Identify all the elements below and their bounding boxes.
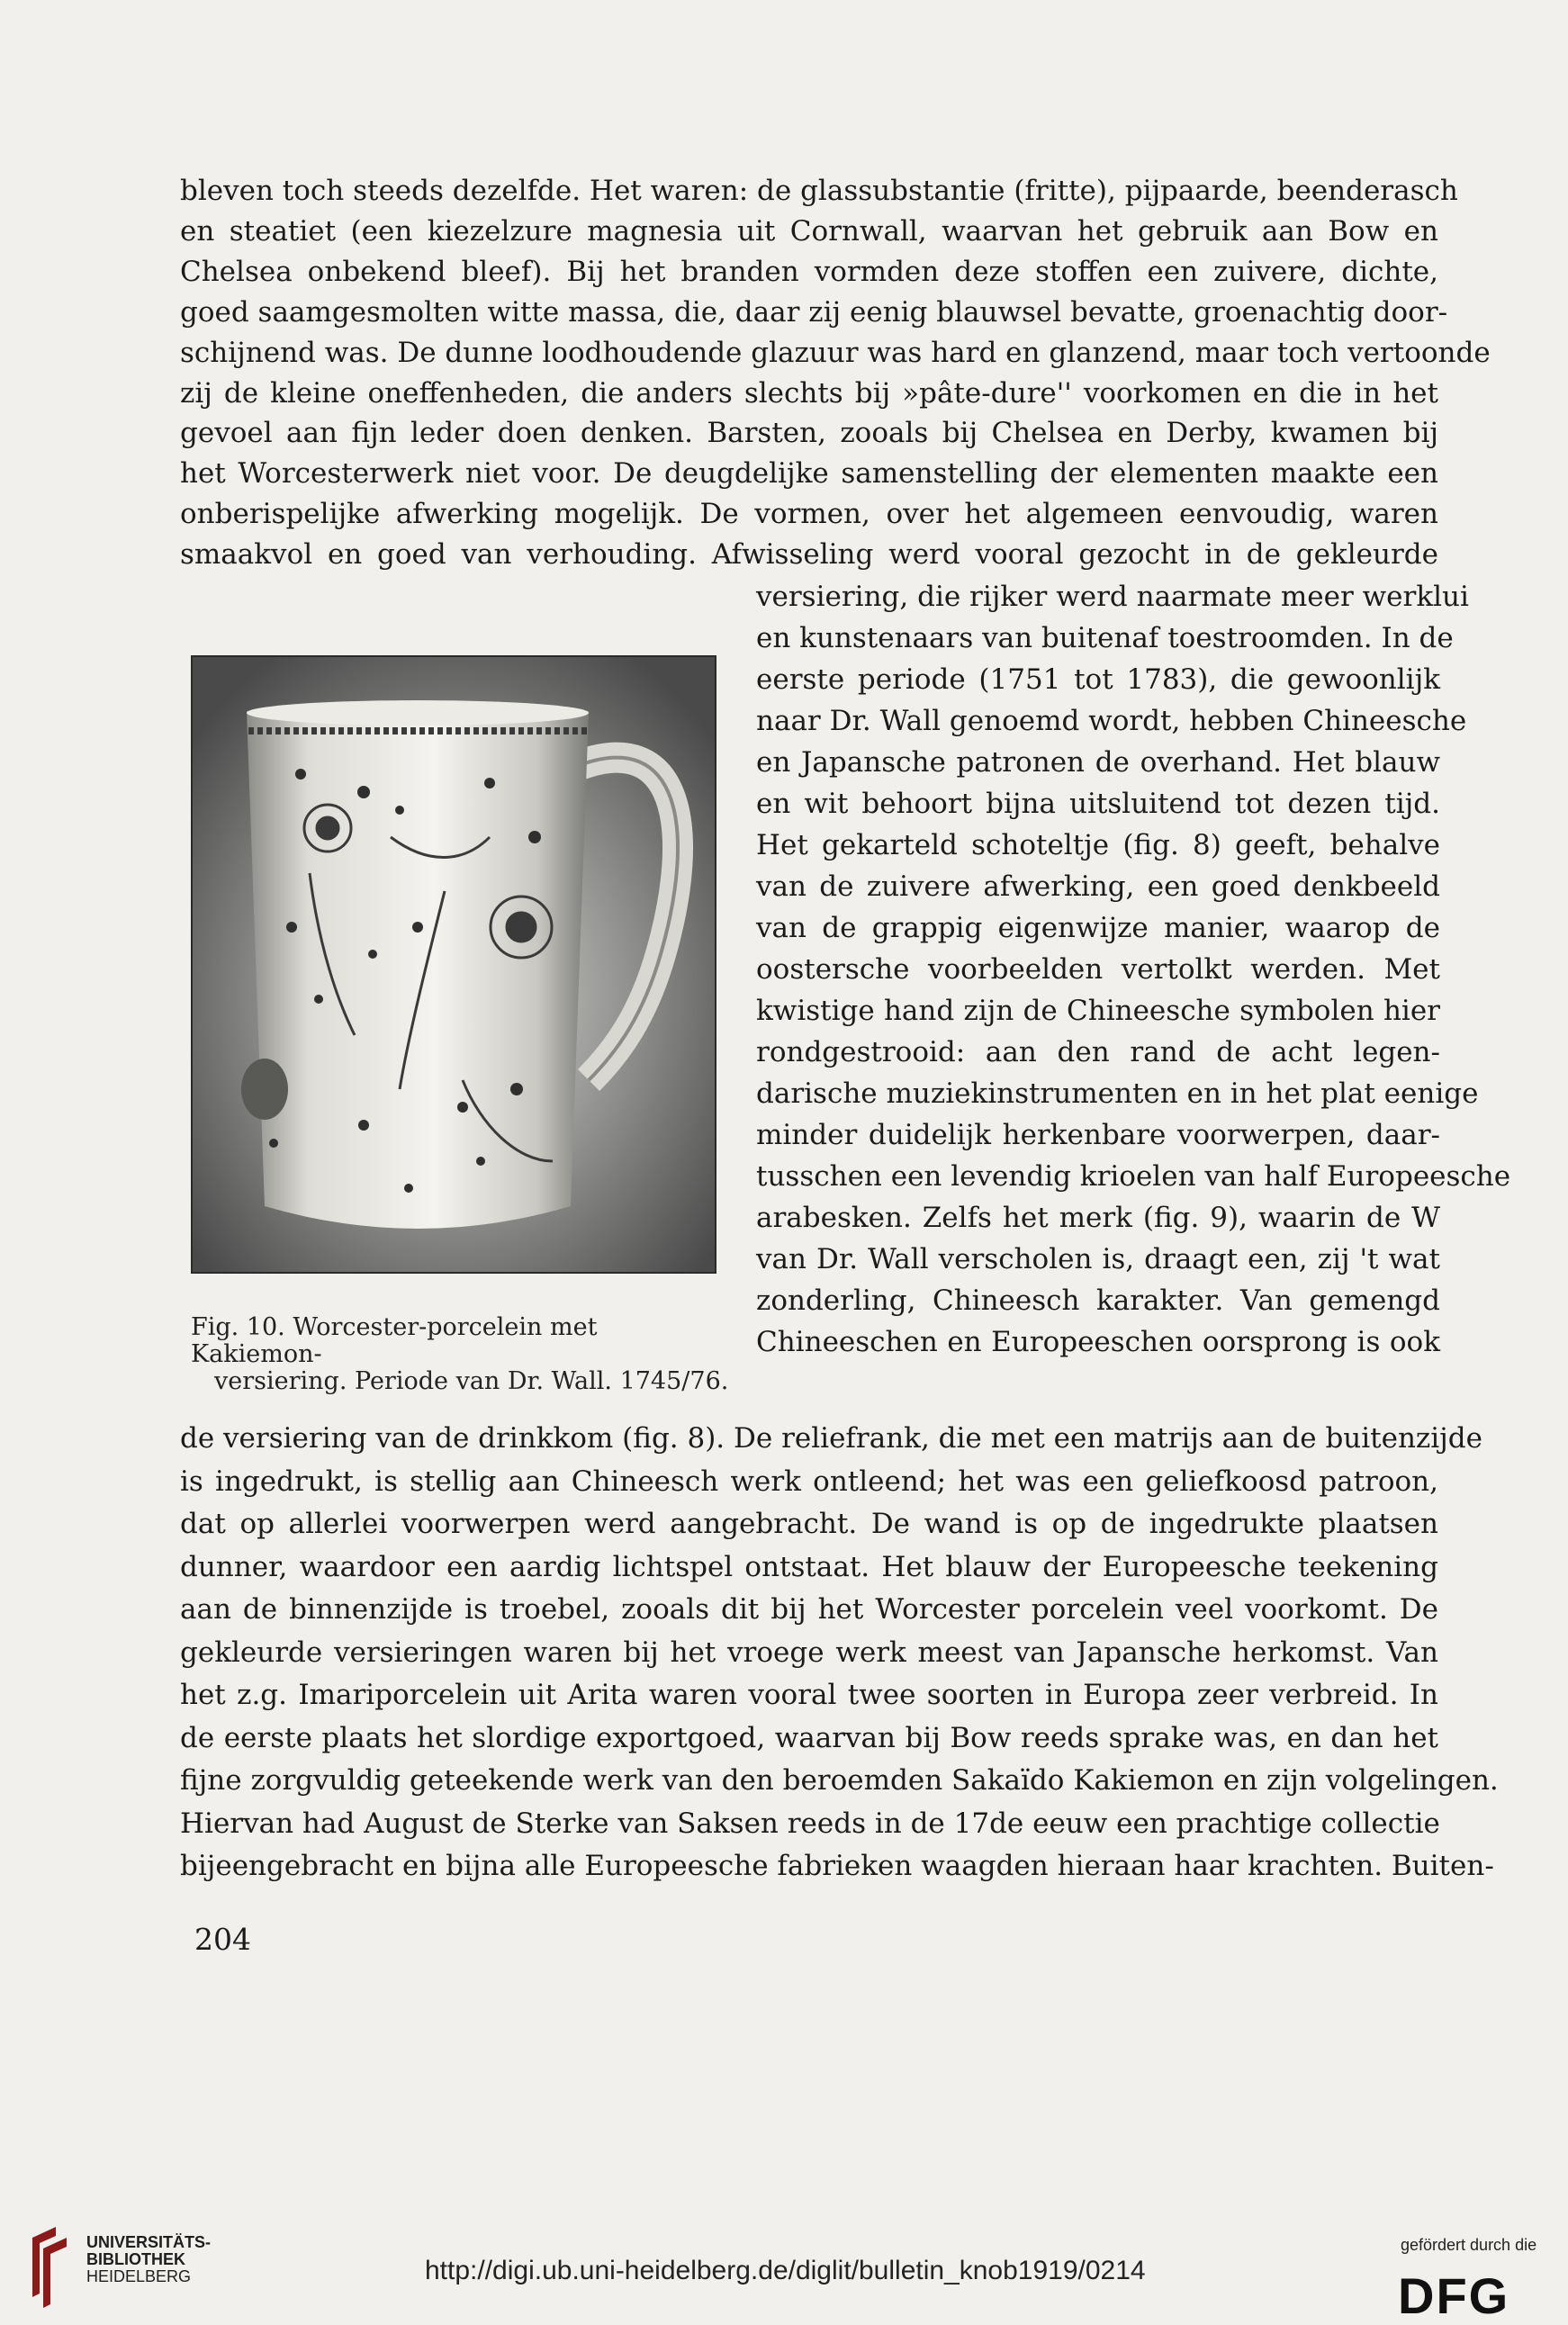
text-line: darische muziekinstrumenten en in het plat eenige xyxy=(756,1077,1479,1110)
text-line: het z.g. Imariporcelein uit Arita waren vooral twee soorten in Europa zeer verbreid. In xyxy=(180,1679,1438,1711)
text-line: gevoel aan fijn leder doen denken. Barsten, zooals bij Chelsea en Derby, kwamen bij xyxy=(180,417,1438,450)
text-line: is ingedrukt, is stellig aan Chineesch werk ontleend; het was een geliefkoosd patroon, xyxy=(180,1464,1438,1498)
text-line: naar Dr. Wall genoemd wordt, hebben Chineesche xyxy=(756,705,1467,737)
text-line: aan de binnenzijde is troebel, zooals dit bij het Worcester porcelein veel voorkomt. De xyxy=(180,1593,1438,1626)
text-line: arabesken. Zelfs het merk (fig. 9), waarin de W xyxy=(756,1202,1440,1234)
bottom-paragraph xyxy=(180,1418,1499,1888)
text-line: bleven toch steeds dezelfde. Het waren: de glassubstantie (fritte), pijpaarde, beenderasch xyxy=(180,175,1458,207)
text-line: zonderling, Chineesch karakter. Van gemengd xyxy=(756,1284,1440,1317)
right-column-text xyxy=(756,576,1511,1363)
top-paragraph xyxy=(180,171,1491,575)
text-line: dat op allerlei voorwerpen werd aangebracht. De wand is op de ingedrukte plaatsen xyxy=(180,1508,1438,1540)
text-line: kwistige hand zijn de Chineesche symbolen hier xyxy=(756,995,1440,1027)
permalink-url[interactable]: http://digi.ub.uni-heidelberg.de/diglit/bulletin_knob1919/0214 xyxy=(425,2256,1146,2285)
text-line: Hiervan had August de Sterke van Saksen reeds in de 17de eeuw een prachtige collectie xyxy=(180,1807,1440,1840)
text-line: en wit behoort bijna uitsluitend tot dezen tijd. xyxy=(756,788,1440,820)
text-line: rondgestrooid: aan den rand de acht legen- xyxy=(756,1036,1440,1068)
text-line: van de grappig eigenwijze manier, waarop de xyxy=(756,912,1440,944)
text-line: van de zuivere afwerking, een goed denkbeeld xyxy=(756,870,1440,903)
text-line: gekleurde versieringen waren bij het vroege werk meest van Japansche herkomst. Van xyxy=(180,1636,1438,1669)
text-line: het Worcesterwerk niet voor. De deugdelijke samenstelling der elementen maakte een xyxy=(180,457,1438,491)
caption-line-1: Fig. 10. Worcester-porcelein met Kakiemon- xyxy=(191,1313,598,1368)
text-line: de versiering van de drinkkom (fig. 8). De reliefrank, die met een matrijs aan de buitenzijde xyxy=(180,1422,1482,1455)
text-line: dunner, waardoor een aardig lichtspel ontstaat. Het blauw der Europeesche teekening xyxy=(180,1550,1438,1583)
text-line: onberispelijke afwerking mogelijk. De vormen, over het algemeen eenvoudig, waren xyxy=(180,498,1438,531)
caption-line-2: versiering. Periode van Dr. Wall. 1745/76. xyxy=(214,1367,729,1395)
footer-bar xyxy=(0,2196,1568,2324)
text-line: Het gekarteld schoteltje (fig. 8) geeft, behalve xyxy=(756,829,1440,861)
text-line: zij de kleine oneffenheden, die anders slechts bij »pâte-dure'' voorkomen en die in het xyxy=(180,376,1438,410)
text-line: eerste periode (1751 tot 1783), die gewoonlijk xyxy=(756,663,1440,696)
page-number: 204 xyxy=(194,1922,251,1957)
text-line: bijeengebracht en bijna alle Europeesche fabrieken waagden hieraan haar krachten. Buiten- xyxy=(180,1850,1494,1882)
text-line: tusschen een levendig krioelen van half Europeesche xyxy=(756,1160,1511,1193)
text-line: versiering, die rijker werd naarmate meer werklui xyxy=(756,581,1469,613)
text-line: smaakvol en goed van verhouding. Afwisseling werd vooral gezocht in de gekleurde xyxy=(180,538,1438,572)
figure-mug-photo xyxy=(191,655,716,1274)
text-line: en Japansche patronen de overhand. Het blauw xyxy=(756,746,1440,779)
text-line: van Dr. Wall verscholen is, draagt een, zij 't wat xyxy=(756,1243,1440,1275)
text-line: schijnend was. De dunne loodhoudende glazuur was hard en glanzend, maar toch vertoonde xyxy=(180,336,1491,369)
university-library-name xyxy=(86,2234,211,2285)
mug-illustration xyxy=(193,657,715,1272)
text-line: Chineeschen en Europeeschen oorsprong is ook xyxy=(756,1326,1440,1358)
text-line: goed saamgesmolten witte massa, die, daar zij eenig blauwsel bevatte, groenachtig door- xyxy=(180,295,1448,329)
library-line-1: UNIVERSITÄTS- xyxy=(86,2233,212,2251)
text-line: Chelsea onbekend bleef). Bij het branden vormden deze stoffen een zuivere, dichte, xyxy=(180,255,1438,288)
dfg-logo: DFG xyxy=(1398,2267,1510,2324)
text-line: fijne zorgvuldig geteekende werk van den beroemden Sakaïdo Kakiemon en zijn volgelingen. xyxy=(180,1764,1499,1797)
text-line: oostersche voorbeelden vertolkt werden. Met xyxy=(756,953,1440,986)
text-line: en kunstenaars van buitenaf toestroomden. In de xyxy=(756,622,1454,654)
funding-note: gefördert durch die xyxy=(1401,2236,1537,2254)
library-line-3: HEIDELBERG xyxy=(86,2267,192,2285)
library-line-2: BIBLIOTHEK xyxy=(86,2250,185,2268)
text-line: minder duidelijk herkenbare voorwerpen, daar- xyxy=(756,1119,1440,1151)
text-line: de eerste plaats het slordige exportgoed, waarvan bij Bow reeds sprake was, en dan het xyxy=(180,1721,1438,1754)
figure-caption xyxy=(191,1314,731,1395)
university-library-logo-icon xyxy=(25,2221,79,2311)
text-line: en steatiet (een kiezelzure magnesia uit Cornwall, waarvan het gebruik aan Bow en xyxy=(180,214,1438,248)
